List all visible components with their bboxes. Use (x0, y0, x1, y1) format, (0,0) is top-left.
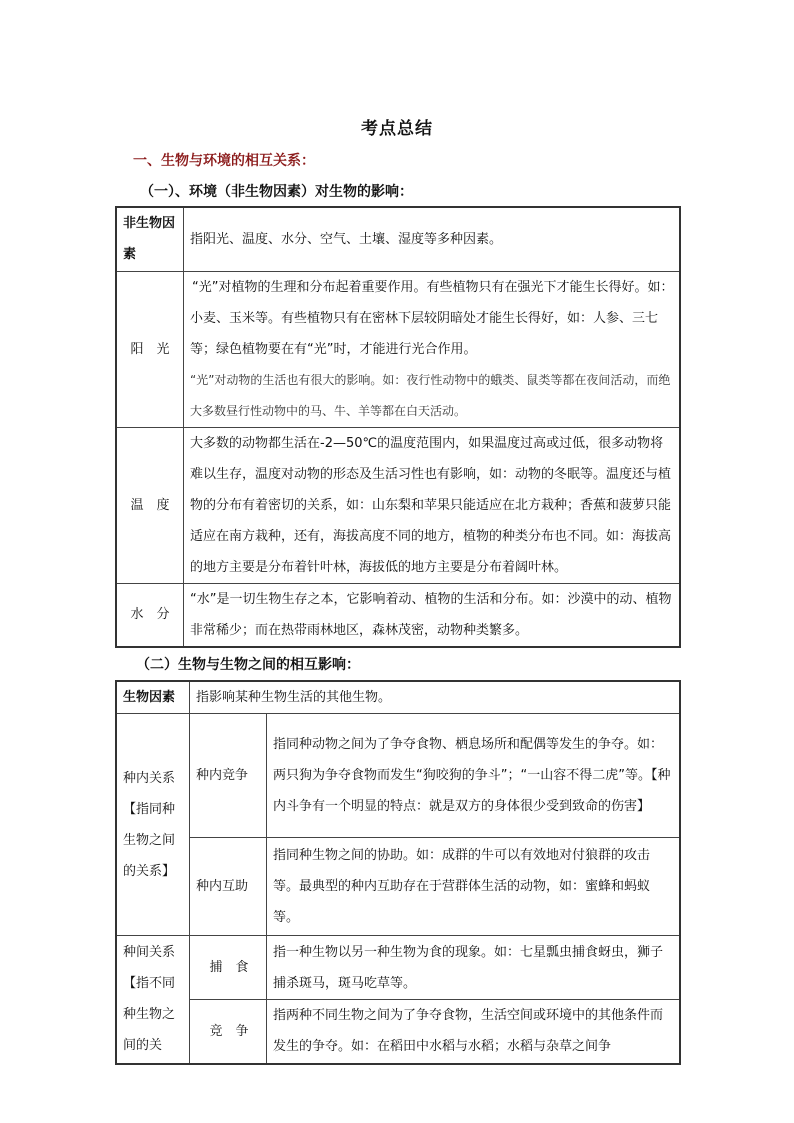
competition-key: 竞 争 (190, 1000, 267, 1064)
header-key-label: 非生物因素 (123, 216, 176, 263)
table-row (116, 1000, 680, 1064)
intraspecific-competition-key: 种内竞争 (190, 714, 267, 838)
water-value-cell: “水”是一切生物生存之本，它影响着动、植物的生活和分布。如：沙漠中的动、植物非常稀少；而在热带雨林地区，森林茂密，动物种类繁多。 (184, 583, 681, 647)
temperature-value-cell: 大多数的动物都生活在-2—50℃的温度范围内，如果温度过高或过低，很多动物将难以生存，温度对动物的形态及生活习性也有影响，如：动物的冬眠等。温度还与植物的分布有着密切的关系，如：山东梨和苹果只能适应在北方栽种；香蕉和菠萝只能适应在南方栽种，还有，海拔高度不同的地方，植物的种类分布也不同。如：海拔高的地方主要是分布着针叶林，海拔低的地方主要是分布着阔叶林。 (184, 427, 681, 583)
table-row (116, 714, 680, 838)
page-title: 考点总结 (361, 119, 433, 139)
table-row (116, 838, 680, 936)
biotic-factors-table (115, 680, 681, 1065)
light-key-cell: 阳 光 (116, 271, 184, 427)
intraspecific-cooperation-value: 指同种生物之间的协助。如：成群的牛可以有效地对付狼群的攻击等。最典型的种内互助存在于营群体生活的动物，如：蜜蜂和蚂蚁等。 (267, 838, 681, 936)
table-row (116, 681, 680, 714)
subsection-heading-1: （一）、环境（非生物因素）对生物的影响： (140, 184, 413, 200)
table-row (116, 427, 680, 583)
header-value-cell: 指阳光、温度、水分、空气、土壤、湿度等多种因素。 (184, 207, 681, 271)
light-value-cell (184, 271, 681, 427)
header-key-cell (116, 207, 184, 271)
table-row (116, 271, 680, 427)
light-paragraph-1: “光”对植物的生理和分布起着重要作用。有些植物只有在强光下才能生长得好。如：小麦、玉米等。有些植物只有在密林下层较阴暗处才能生长得好，如：人参、三七等；绿色植物要在有“光”时，才能进行光合作用。 (190, 279, 674, 357)
predation-value: 指一种生物以另一种生物为食的现象。如：七星瓢虫捕食蚜虫，狮子捕杀斑马，斑马吃草等。 (267, 936, 681, 1000)
biotic-header-value: 指影响某种生物生活的其他生物。 (190, 681, 681, 714)
table-row (116, 207, 680, 271)
table-row (116, 936, 680, 1000)
intraspecific-competition-value: 指同种动物之间为了争夺食物、栖息场所和配偶等发生的争夺。如：两只狗为争夺食物而发生“狗咬狗的争斗”；“一山容不得二虎”等。【种内斗争有一个明显的特点：就是双方的身体很少受到致命的伤害】 (267, 714, 681, 838)
water-key-cell: 水 分 (116, 583, 184, 647)
section-heading: 一、生物与环境的相互关系： (133, 153, 315, 169)
intraspecific-cooperation-key: 种内互助 (190, 838, 267, 936)
subsection-heading-2: （二）生物与生物之间的相互影响： (136, 657, 360, 673)
table-row (116, 583, 680, 647)
light-paragraph-2: “光”对动物的生活也有很大的影响。如：夜行性动物中的蛾类、鼠类等都在夜间活动，而绝大多数昼行性动物中的马、牛、羊等都在白天活动。 (190, 372, 671, 418)
abiotic-factors-table (115, 206, 681, 648)
interspecific-key-cell: 种间关系【指不同种生物之间的关 (116, 936, 190, 1064)
predation-key: 捕 食 (190, 936, 267, 1000)
temperature-key-cell: 温 度 (116, 427, 184, 583)
intraspecific-key-cell: 种内关系【指同种生物之间的关系】 (116, 714, 190, 936)
competition-value: 指两种不同生物之间为了争夺食物，生活空间或环境中的其他条件而发生的争夺。如：在稻田中水稻与水稻；水稻与杂草之间争 (267, 1000, 681, 1064)
biotic-header-key: 生物因素 (116, 681, 190, 714)
